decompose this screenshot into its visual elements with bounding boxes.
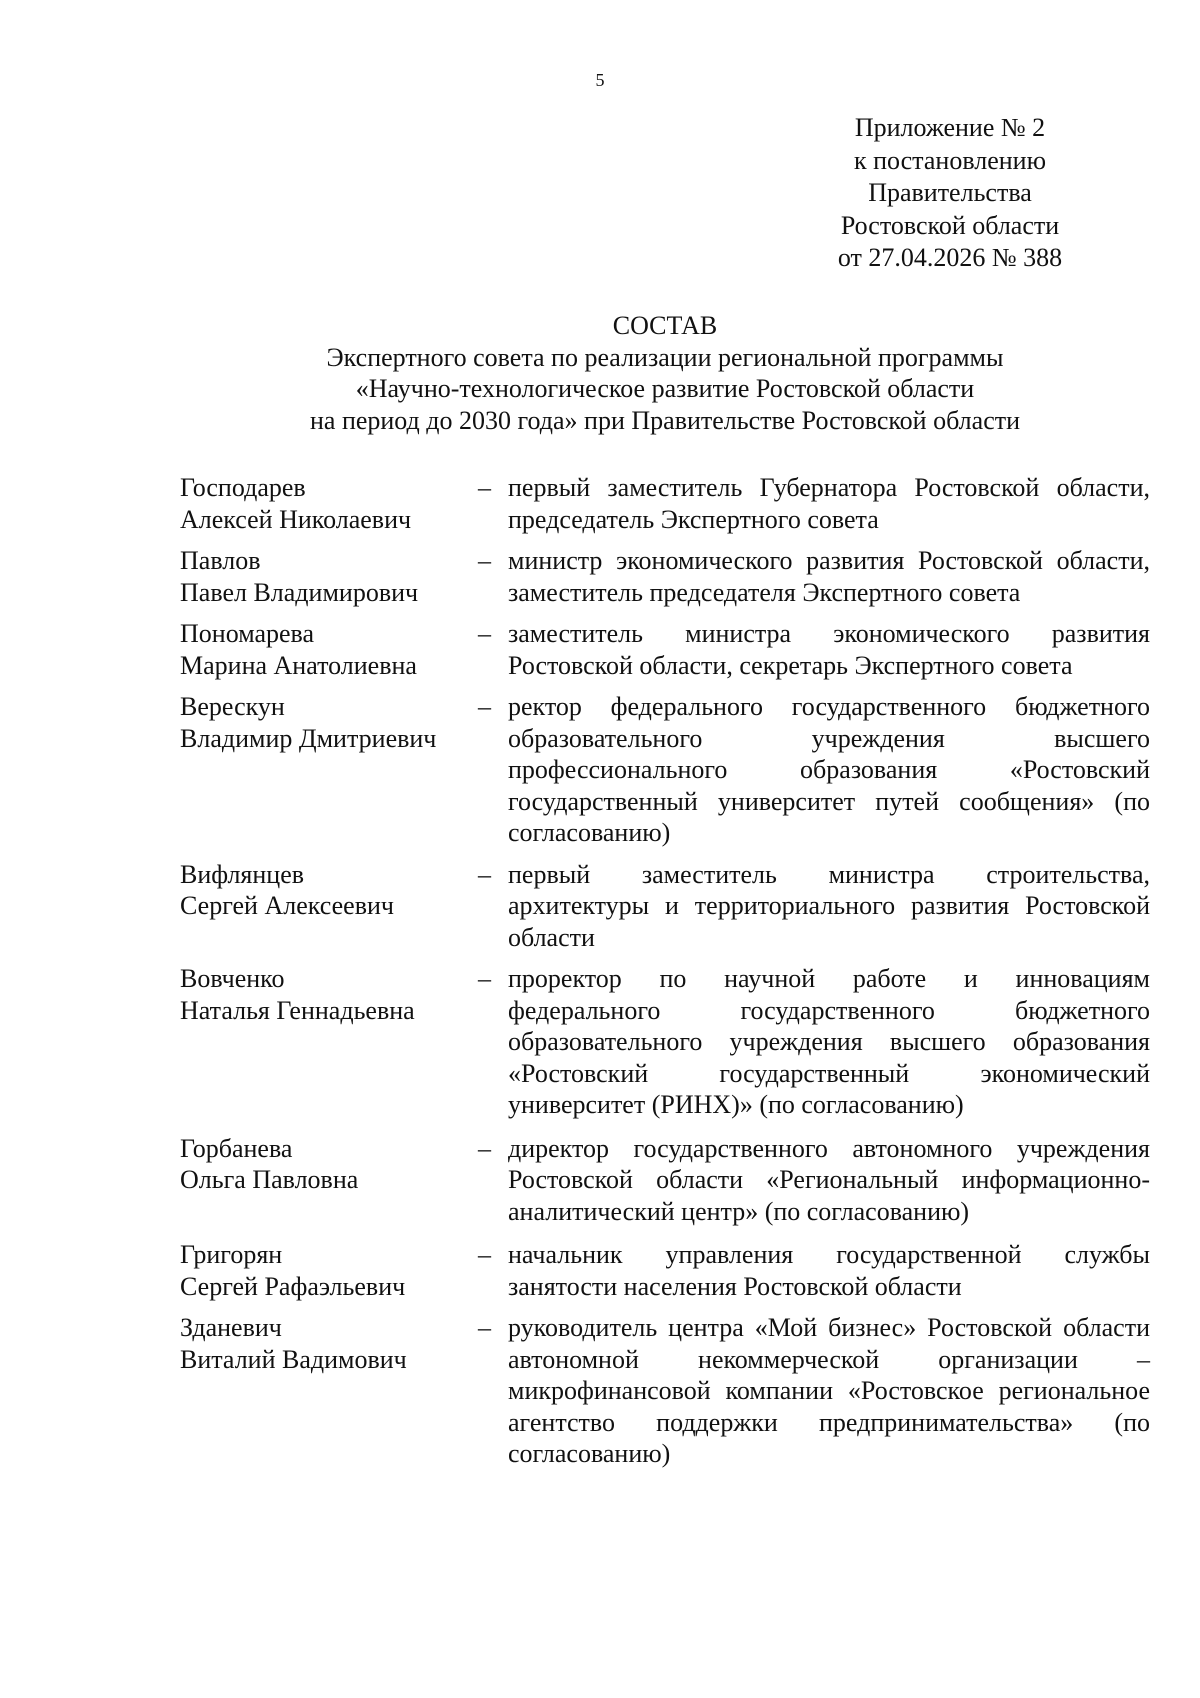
member-role: первый заместитель Губернатора Ростовской области, председатель Экспертного совета xyxy=(508,473,1150,534)
dash-separator: – xyxy=(478,859,491,889)
member-given-names: Сергей Рафаэльевич xyxy=(180,1271,406,1301)
member-given-names: Виталий Вадимович xyxy=(180,1344,407,1374)
member-entry xyxy=(180,691,1150,849)
dash-separator: – xyxy=(478,619,491,648)
appendix-line: к постановлению xyxy=(853,145,1047,175)
member-entry xyxy=(180,1239,1150,1302)
member-name xyxy=(180,1239,470,1302)
member-role: заместитель министра экономического развития Ростовской области, секретарь Экспертного совета xyxy=(508,619,1150,680)
member-given-names: Ольга Павловна xyxy=(180,1165,359,1194)
member-surname: Зданевич xyxy=(180,1313,282,1342)
member-role: руководитель центра «Мой бизнес» Ростовской области автономной некоммерческой организации – микрофинансовой компании «Ростовское региональное агентство поддержки предпринимательства» (по согласованию) xyxy=(508,1313,1150,1468)
member-surname: Вовченко xyxy=(180,964,285,993)
dash-separator: – xyxy=(478,473,491,502)
member-given-names: Владимир Дмитриевич xyxy=(180,723,437,753)
member-surname: Пономарева xyxy=(180,619,315,648)
member-role: проректор по научной работе и инновациям федерального государственного бюджетного образовательного учреждения высшего образования «Ростовский государственный экономический университет (РИНХ)» (по согласованию) xyxy=(508,964,1150,1119)
member-name xyxy=(180,1133,470,1196)
appendix-line: от 27.04.2026 № 388 xyxy=(837,243,1063,272)
member-name xyxy=(180,472,470,535)
member-entry xyxy=(180,1312,1150,1470)
member-surname: Павлов xyxy=(180,546,261,575)
document-heading xyxy=(200,310,1130,436)
appendix-block xyxy=(800,112,1100,275)
member-surname: Господарев xyxy=(180,473,306,502)
member-given-names: Марина Анатолиевна xyxy=(180,650,417,680)
member-entry xyxy=(180,1133,1150,1228)
member-entry xyxy=(180,618,1150,681)
dash-separator: – xyxy=(478,1133,491,1163)
member-role: министр экономического развития Ростовской области, заместитель председателя Экспертного совета xyxy=(508,546,1150,607)
member-name xyxy=(180,859,470,922)
member-entry xyxy=(180,859,1150,954)
member-given-names: Павел Владимирович xyxy=(180,577,419,607)
document-subtitle-line: Экспертного совета по реализации региональной программы xyxy=(326,342,1004,372)
appendix-line: Ростовской области xyxy=(840,210,1060,240)
document-subtitle-line: «Научно-технологическое развитие Ростовской области xyxy=(355,374,975,403)
member-name xyxy=(180,963,470,1026)
appendix-line: Приложение № 2 xyxy=(854,113,1046,142)
document-subtitle-line: на период до 2030 года» при Правительстве Ростовской области xyxy=(309,405,1021,435)
dash-separator: – xyxy=(478,1313,491,1342)
member-name xyxy=(180,1312,470,1375)
dash-separator: – xyxy=(478,546,491,575)
dash-separator: – xyxy=(478,692,491,721)
document-title: СОСТАВ xyxy=(612,311,718,340)
member-role: начальник управления государственной службы занятости населения Ростовской области xyxy=(508,1240,1150,1301)
member-name xyxy=(180,618,470,681)
member-entry xyxy=(180,963,1150,1121)
member-surname: Горбанева xyxy=(180,1133,293,1163)
member-name xyxy=(180,545,470,608)
member-entry xyxy=(180,545,1150,608)
member-surname: Верескун xyxy=(180,692,285,721)
member-name xyxy=(180,691,470,754)
dash-separator: – xyxy=(478,964,491,993)
dash-separator: – xyxy=(478,1240,491,1269)
member-given-names: Алексей Николаевич xyxy=(180,504,412,534)
appendix-line: Правительства xyxy=(868,178,1032,207)
member-role: директор государственного автономного учреждения Ростовской области «Региональный информационно-аналитический центр» (по согласованию) xyxy=(508,1133,1150,1226)
page-number: 5 xyxy=(595,70,605,90)
member-entry xyxy=(180,472,1150,535)
member-surname: Григорян xyxy=(180,1240,283,1269)
member-given-names: Наталья Геннадьевна xyxy=(180,995,415,1025)
member-given-names: Сергей Алексеевич xyxy=(180,891,394,920)
members-list xyxy=(180,472,1150,1470)
member-role: ректор федерального государственного бюджетного образовательного учреждения высшего профессионального образования «Ростовский государственный университет путей сообщения» (по согласованию) xyxy=(508,692,1150,847)
member-surname: Вифлянцев xyxy=(180,859,305,889)
member-role: первый заместитель министра строительства, архитектуры и территориального развития Ростовской области xyxy=(508,859,1150,952)
